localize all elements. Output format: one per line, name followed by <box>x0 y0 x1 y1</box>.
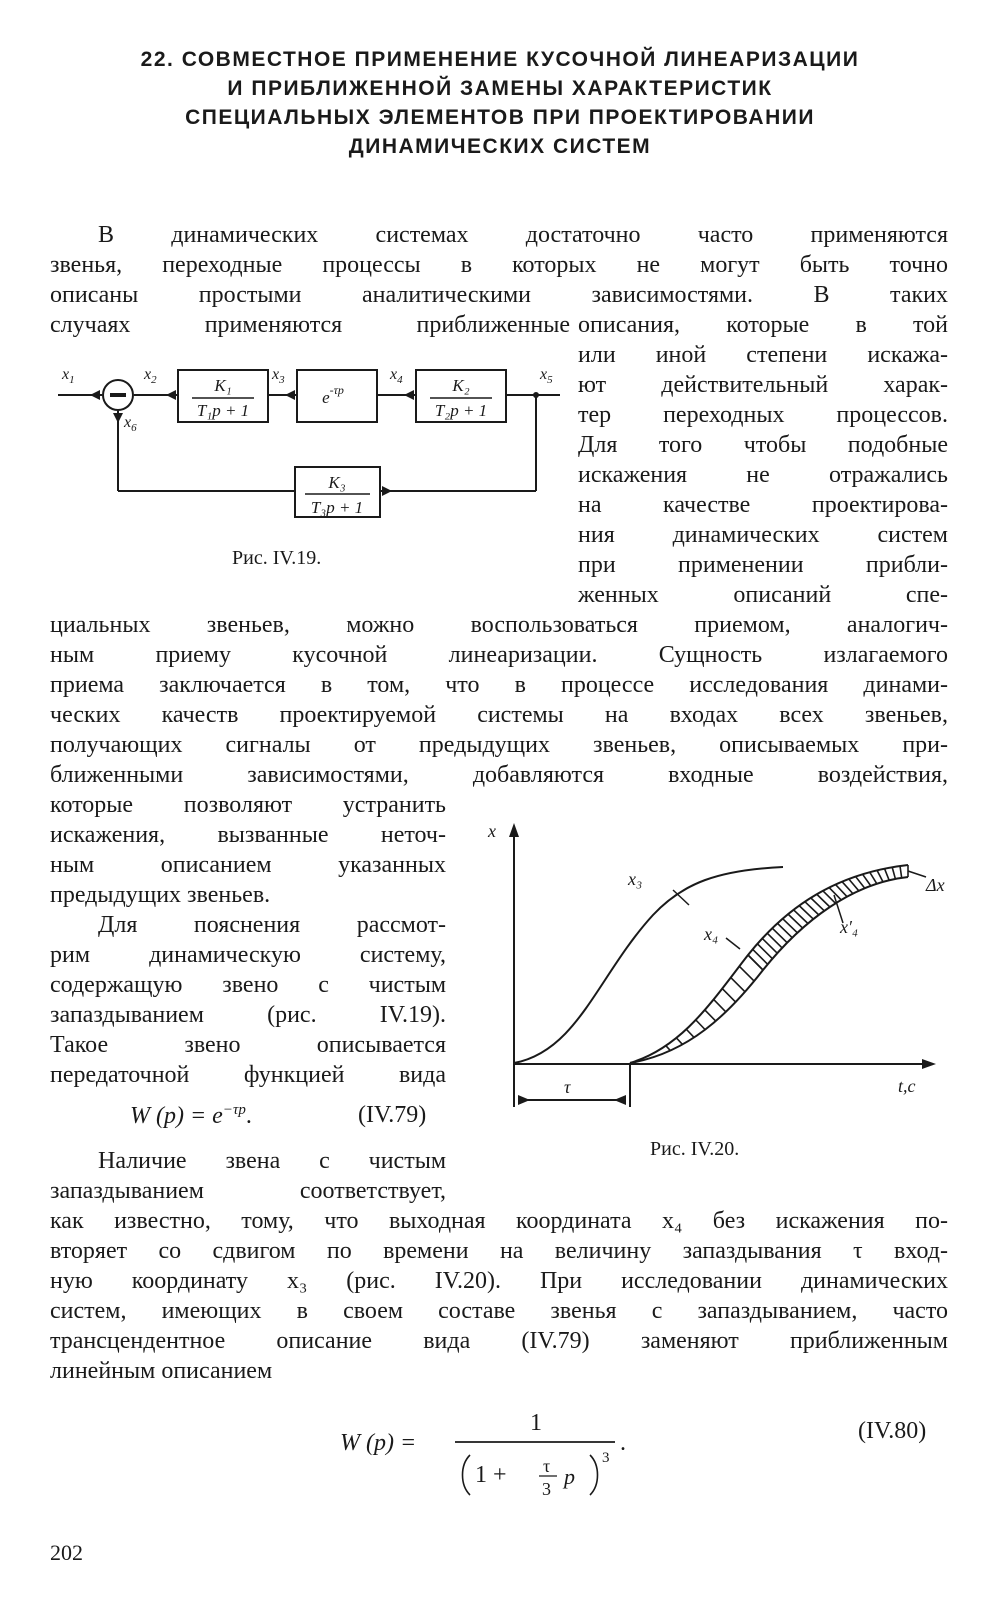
text-line: передаточной функцией вида <box>50 1062 446 1088</box>
paragraph-3-left <box>50 1146 446 1206</box>
hatch-stroke <box>731 978 745 992</box>
text-line: на качестве проектирова- <box>578 492 948 518</box>
paragraph-3 <box>50 1206 948 1386</box>
paragraph-1 <box>50 220 948 310</box>
block1-denominator: T₁p + 1 <box>196 401 250 420</box>
page-number: 202 <box>50 1540 83 1565</box>
hatch-stroke <box>705 1010 716 1021</box>
signal-label-x4: $x_4$ <box>390 366 403 386</box>
paragraph-1-continued <box>50 610 948 790</box>
text-line: описания, которые в той <box>578 312 948 338</box>
hatch-stroke <box>856 877 865 889</box>
text-line: женных описаний спе- <box>578 582 948 608</box>
block3-numerator: K₂ <box>452 376 470 395</box>
equation-dot: . <box>245 1103 252 1129</box>
paragraph-1-left <box>50 310 570 340</box>
hatch-stroke <box>696 1020 705 1030</box>
text-line: В динамических системах достаточно часто применяются <box>98 222 948 248</box>
equation-iv79 <box>130 1102 252 1130</box>
delta-x-label: Δx <box>926 875 945 895</box>
text-line: приема заключается в том, что в процессе исследования динами- <box>50 672 948 698</box>
text-line: Наличие звена с чистым <box>98 1148 446 1174</box>
paragraph-1-right-column <box>578 310 948 610</box>
hatch-stroke <box>842 882 853 894</box>
heading-line: 22. СОВМЕСТНОЕ ПРИМЕНЕНИЕ КУСОЧНОЙ ЛИНЕАРИЗАЦИИ <box>140 48 860 71</box>
equation-iv80-number: (IV.80) <box>858 1418 927 1444</box>
equation-power: 3 <box>602 1450 610 1466</box>
signal-label-x2: $x_2$ <box>144 366 157 386</box>
hatch-stroke <box>885 869 890 881</box>
hatch-stroke <box>739 966 754 981</box>
heading-line: ДИНАМИЧЕСКИХ СИСТЕМ <box>348 135 652 158</box>
equation-iv79-number: (IV.79) <box>358 1102 427 1128</box>
text-line: содержащую звено с чистым <box>50 972 446 998</box>
equation-iv80 <box>340 1400 660 1500</box>
hatch-stroke <box>863 874 871 886</box>
text-line: Для того чтобы подобные <box>578 432 948 458</box>
block2-delay: $e^{-\tau p}$ <box>322 383 344 407</box>
text-line: ным приему кусочной линеаризации. Сущность излагаемого <box>50 642 948 668</box>
curve-label-x4-prime: x′₄ <box>840 917 859 937</box>
block1-numerator: K₁ <box>214 376 232 395</box>
text-line: ную координату x₃ (рис. IV.20). При исследовании динамических <box>50 1268 948 1294</box>
text-line: трансцендентное описание вида (IV.79) заменяют приближенным <box>50 1328 948 1354</box>
text-line: ют действительный харак- <box>578 372 948 398</box>
text-line: систем, имеющих в своем составе звенья с запаздыванием, часто <box>50 1298 948 1324</box>
heading-line: СПЕЦИАЛЬНЫХ ЭЛЕМЕНТОВ ПРИ ПРОЕКТИРОВАНИИ <box>185 106 815 129</box>
text-line: искажения, вызванные неточ- <box>50 822 446 848</box>
text-line: вторяет со сдвигом по времени на величину запаздывания τ вход- <box>50 1238 948 1264</box>
equation-lhs: W (p) = e <box>130 1103 223 1129</box>
figure-iv19-block-diagram <box>50 355 570 535</box>
signal-label-x5: $x_5$ <box>540 366 553 386</box>
text-line: Для пояснения рассмот- <box>98 912 446 938</box>
figure-iv20-graph <box>478 815 948 1115</box>
text-line: звенья, переходные процессы в которых не могут быть точно <box>50 252 948 278</box>
hatch-stroke <box>870 872 877 884</box>
text-line: случаях применяются приближенные <box>50 312 570 338</box>
text-line: или иной степени искажа- <box>578 342 948 368</box>
equation-numerator: 1 <box>530 1410 542 1436</box>
text-line: описаны простыми аналитическими зависимостями. В таких <box>50 282 948 308</box>
equation-exponent: −τp <box>222 1102 246 1118</box>
text-line: искажения не отражались <box>578 462 948 488</box>
text-line: циальных звеньев, можно воспользоваться приемом, аналогич- <box>50 612 948 638</box>
block4-denominator: T₃p + 1 <box>310 498 364 517</box>
text-line: при применении прибли- <box>578 552 948 578</box>
equation-three: 3 <box>542 1479 551 1499</box>
hatch-stroke <box>900 866 902 878</box>
curve-label-x3: x₃ <box>628 869 643 889</box>
paragraph-1-left-tail <box>50 790 446 910</box>
text-line: которые позволяют устранить <box>50 792 446 818</box>
text-line: запаздыванием (рис. IV.19). <box>50 1002 446 1028</box>
equation-tau: τ <box>543 1456 551 1476</box>
equation-dot: . <box>620 1430 626 1456</box>
signal-label-x3: $x_3$ <box>272 366 285 386</box>
curve-label-x4: x₄ <box>704 924 719 944</box>
text-line: как известно, тому, что выходная координата x₄ без искажения по- <box>50 1208 948 1234</box>
hatch-stroke <box>849 879 859 891</box>
hatch-stroke <box>892 867 895 879</box>
hatch-stroke <box>714 999 726 1011</box>
block3-denominator: T₂p + 1 <box>434 401 488 420</box>
text-line: получающих сигналы от предыдущих звеньев, описываемых при- <box>50 732 948 758</box>
text-line: предыдущих звеньев. <box>50 882 271 908</box>
text-line: линейным описанием <box>50 1358 273 1384</box>
text-line: ческих качеств проектируемой системы на входах всех звеньев, <box>50 702 948 728</box>
equation-lhs: W (p) = <box>340 1430 417 1456</box>
heading-line: И ПРИБЛИЖЕННОЙ ЗАМЕНЫ ХАРАКТЕРИСТИК <box>227 77 773 100</box>
x-axis-label: t,c <box>898 1076 916 1096</box>
hatch-stroke <box>676 1038 682 1045</box>
figure-iv20-caption: Рис. IV.20. <box>650 1138 740 1160</box>
hatch-stroke <box>722 989 735 1003</box>
text-line: запаздыванием соответствует, <box>50 1178 446 1204</box>
paragraph-2 <box>50 910 446 1090</box>
equation-den-a: 1 + <box>475 1462 507 1488</box>
hatch-stroke <box>686 1029 694 1037</box>
error-band-hatching <box>666 865 908 1051</box>
text-line: ным описанием указанных <box>50 852 446 878</box>
y-axis-label: x <box>488 821 496 841</box>
hatch-stroke <box>877 870 883 882</box>
equation-p: p <box>564 1464 575 1489</box>
tau-label: τ <box>564 1077 571 1097</box>
hatch-stroke <box>666 1046 670 1051</box>
figure-iv19-caption: Рис. IV.19. <box>232 547 322 569</box>
block4-numerator: K₃ <box>328 473 346 492</box>
signal-label-x1: $x_1$ <box>62 366 75 386</box>
section-heading <box>60 45 940 161</box>
text-line: Такое звено описывается <box>50 1032 446 1058</box>
text-line: ближенными зависимостями, добавляются входные воздействия, <box>50 762 948 788</box>
text-line: ния динамических систем <box>578 522 948 548</box>
text-line: рим динамическую систему, <box>50 942 446 968</box>
signal-label-x6: $x_6$ <box>124 414 137 434</box>
text-line: тер переходных процессов. <box>578 402 948 428</box>
